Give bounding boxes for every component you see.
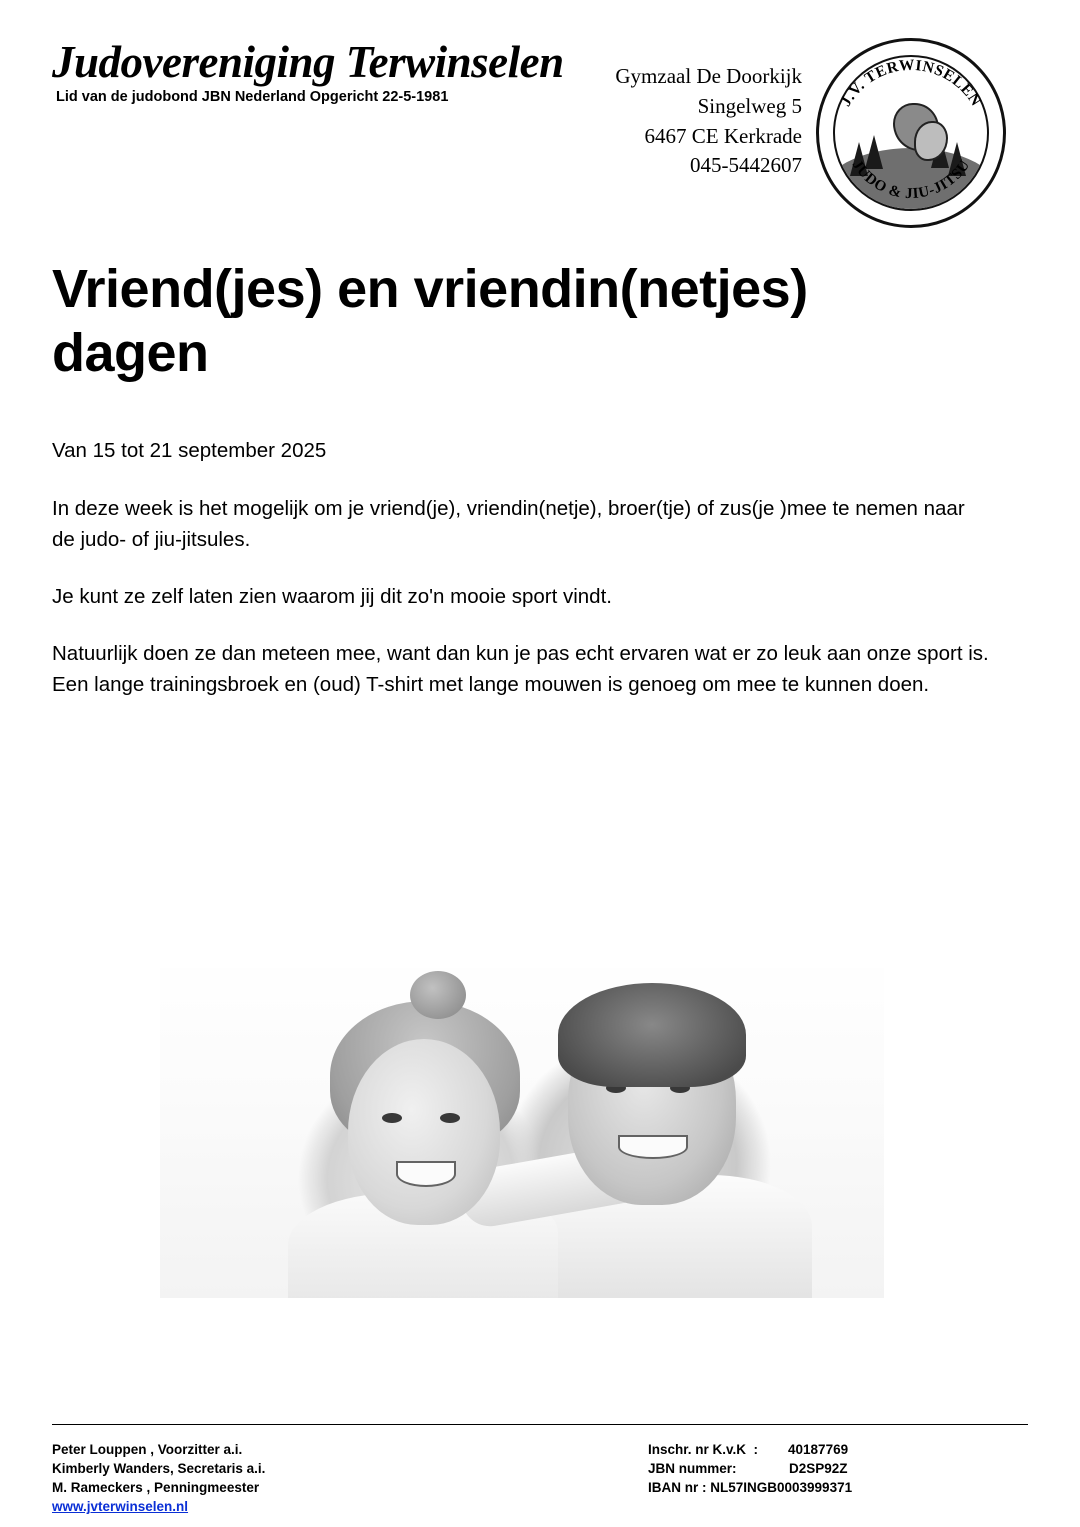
photo-background	[160, 968, 884, 1298]
photo-judo-children	[160, 968, 884, 1298]
club-logo	[816, 38, 1006, 228]
address-line-phone: 045-5442607	[690, 153, 802, 178]
logo-bottom-text: JUDO & JIU-JITSU	[848, 157, 974, 203]
page-title: Vriend(jes) en vriendin(netjes) dagen	[52, 259, 808, 383]
address-line-city: 6467 CE Kerkrade	[644, 123, 802, 148]
board-member-treasurer: M. Rameckers , Penningmeester	[52, 1480, 260, 1496]
board-member-chair: Peter Louppen , Voorzitter a.i.	[52, 1442, 243, 1457]
photo-figure	[160, 968, 884, 1298]
girl-mouth	[396, 1161, 456, 1187]
boy-mouth	[618, 1135, 688, 1159]
document-body	[52, 435, 992, 700]
address-line-venue: Gymzaal De Doorkijk	[615, 64, 802, 88]
venue-address	[532, 62, 802, 181]
svg-text:J.V. TERWINSELEN	[837, 57, 984, 110]
girl-eye	[382, 1113, 402, 1123]
jbn-number: JBN nummer: D2SP92Z	[648, 1461, 848, 1477]
logo-top-text: J.V. TERWINSELEN	[837, 56, 985, 110]
board-member-secretary: Kimberly Wanders, Secretaris a.i.	[52, 1461, 266, 1477]
footer-registration-details	[648, 1440, 1028, 1497]
girl-face	[348, 1039, 500, 1225]
address-line-street: Singelweg 5	[697, 93, 802, 118]
body-paragraph-3: Natuurlijk doen ze dan meteen mee, want dan kun je pas echt ervaren wat er zo leuk aan onze sport is. Een lange trainingsbroek en (oud) T-shirt met lange mouwen is genoeg om mee te kunnen doen.	[52, 642, 989, 697]
girl-eye	[440, 1113, 460, 1123]
body-paragraph-1: In deze week is het mogelijk om je vriend(je), vriendin(netje), broer(tje) of zus(je )mee te nemen naar de judo- of jiu-jitsules.	[52, 496, 965, 551]
date-line: Van 15 tot 21 september 2025	[52, 439, 327, 463]
body-paragraph-2: Je kunt ze zelf laten zien waarom jij dit zo'n mooie sport vindt.	[52, 584, 612, 608]
organisation-name: Judovereniging Terwinselen	[52, 37, 564, 87]
footer-board-members	[52, 1440, 572, 1517]
svg-text:JUDO & JIU-JITSU	[849, 157, 974, 202]
letterhead-header	[52, 0, 1028, 210]
boy-hair	[558, 983, 746, 1087]
iban-number: IBAN nr : NL57INGB0003999371	[648, 1480, 853, 1496]
organisation-subtitle: Lid van de judobond JBN Nederland Opgericht 22-5-1981	[56, 89, 449, 105]
footer-divider	[52, 1424, 1028, 1425]
website-link[interactable]: www.jvterwinselen.nl	[52, 1499, 189, 1515]
logo-arc-text	[816, 38, 1006, 228]
girl-hair-bun	[410, 971, 466, 1019]
kvk-number: Inschr. nr K.v.K : 40187769	[648, 1442, 849, 1457]
